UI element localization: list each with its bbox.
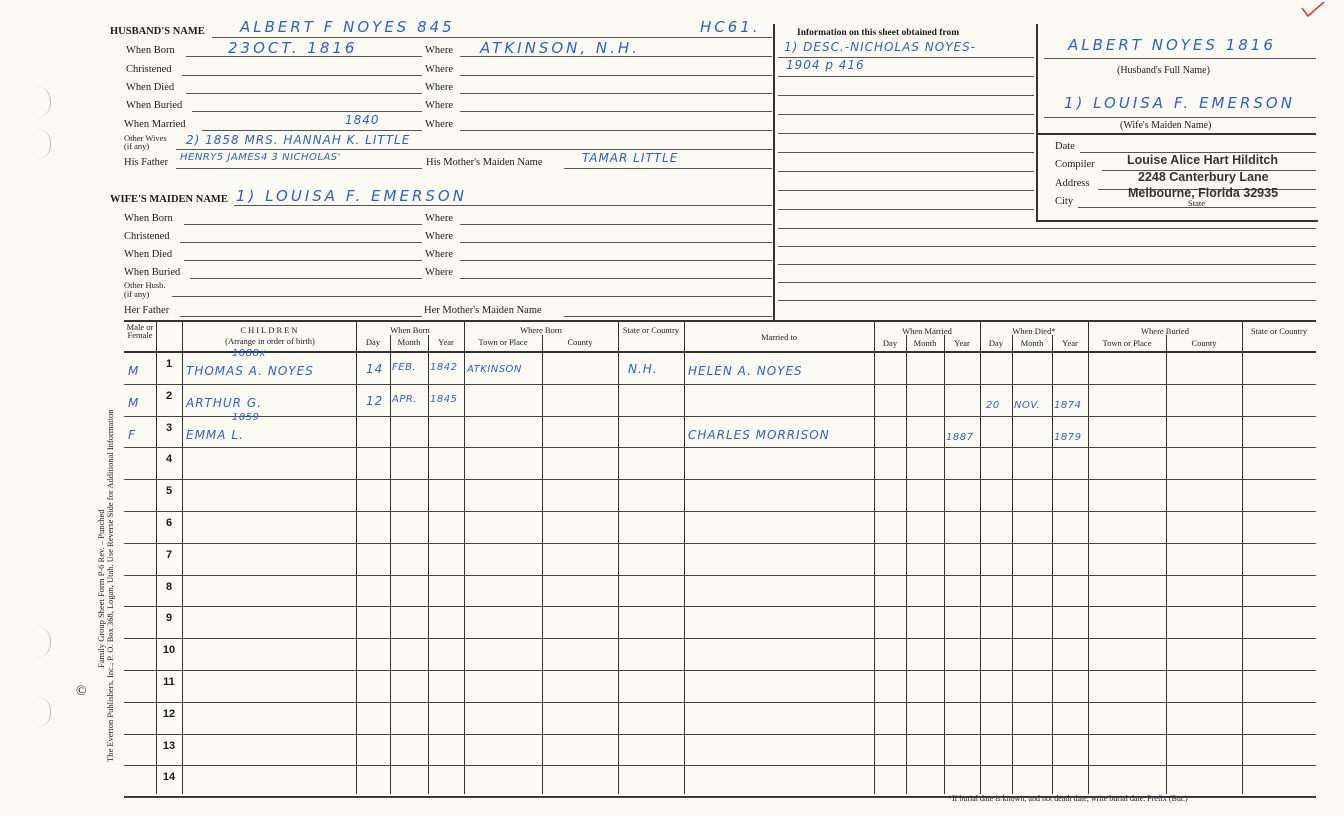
husband-father-value[interactable]: HENRY5 JAMES4 3 NICHOLAS' — [180, 152, 341, 163]
table-row[interactable] — [124, 479, 1316, 512]
husband-name-label: HUSBAND'S NAME — [110, 26, 205, 37]
child-born-year[interactable]: 1845 — [430, 393, 458, 405]
child-spouse[interactable]: HELEN A. NOYES — [688, 364, 803, 378]
husband-born-value[interactable]: 23OCT. 1816 — [228, 39, 358, 57]
compiler-city[interactable]: Melbourne, Florida 32935 — [1128, 186, 1279, 200]
child-name[interactable]: THOMAS A. NOYES — [186, 364, 314, 378]
row-number: 12 — [162, 707, 176, 720]
wife-buried-label: When Buried — [124, 267, 181, 278]
table-row[interactable] — [124, 765, 1316, 798]
row-number: 6 — [165, 517, 173, 529]
th-married-month: Month — [913, 338, 937, 348]
child-died-year[interactable]: 1879 — [1054, 431, 1082, 443]
wife-mother-label: Her Mother's Maiden Name — [424, 305, 542, 316]
table-row[interactable] — [124, 575, 1316, 608]
husband-born-label: When Born — [126, 45, 175, 56]
other-wives-sub: (if any) — [124, 141, 150, 151]
wife-died-label: When Died — [124, 249, 173, 260]
other-husb-label: Other Husb. — [124, 280, 166, 290]
row-number: 9 — [165, 612, 173, 625]
table-row[interactable] — [124, 384, 1316, 417]
th-born-month: Month — [397, 337, 421, 347]
child-born-town[interactable]: ATKINSON — [467, 364, 522, 375]
child-born-state[interactable]: N.H. — [628, 362, 658, 376]
punch-hole — [36, 626, 51, 658]
compiler-compiler-label: Compiler — [1055, 159, 1095, 170]
row-number: 5 — [165, 485, 173, 498]
husband-married-label: When Married — [124, 119, 186, 130]
husband-born-where-label: Where — [425, 45, 453, 56]
th-children-sub: (Arrange in order of birth) — [225, 336, 315, 346]
th-state: State or Country — [622, 325, 680, 335]
table-row[interactable] — [124, 606, 1316, 639]
th-where-buried: Where Buried — [1141, 326, 1189, 336]
husband-corner-note: HC61. — [700, 18, 761, 36]
th-buried-town: Town or Place — [1102, 338, 1152, 348]
child-died-year[interactable]: 1874 — [1054, 399, 1082, 411]
table-row[interactable] — [124, 447, 1316, 480]
other-husb-sub: (if any) — [124, 289, 150, 299]
child-died-month[interactable]: NOV. — [1014, 399, 1041, 411]
husband-name-value[interactable]: ALBERT F NOYES 845 — [240, 18, 455, 36]
child-born-month[interactable]: APR. — [392, 393, 417, 405]
punch-hole — [36, 128, 51, 160]
wife-born-where-label: Where — [425, 213, 453, 224]
wife-christened-where-label: Where — [425, 231, 453, 242]
child-died-day[interactable]: 20 — [986, 399, 1000, 411]
row-number: 4 — [165, 453, 173, 466]
compiler-city-label: City — [1055, 196, 1074, 207]
th-born-year: Year — [438, 337, 454, 347]
child-born-month[interactable]: FEB. — [392, 362, 417, 373]
th-when-born: When Born — [390, 325, 430, 335]
child-note[interactable]: 1859 — [232, 411, 260, 423]
husband-mother-value[interactable]: TAMAR LITTLE — [582, 151, 679, 165]
husband-married-value[interactable]: 1840 — [345, 113, 380, 127]
row-number: 14 — [162, 771, 176, 784]
punch-hole — [36, 86, 51, 118]
husband-father-label: His Father — [124, 157, 169, 168]
child-name[interactable]: ARTHUR G. — [186, 395, 262, 410]
th-died-year: Year — [1062, 338, 1078, 348]
th-when-died: When Died* — [1012, 326, 1056, 336]
th-children: CHILDREN — [240, 325, 300, 335]
husband-married-where-label: Where — [425, 119, 453, 130]
punch-hole — [36, 696, 51, 728]
child-born-day[interactable]: 14 — [366, 362, 384, 376]
child-note[interactable]: 1888x — [232, 348, 266, 359]
th-married-year: Year — [954, 338, 970, 348]
th-buried-county: County — [1191, 338, 1217, 348]
footnote: *If burial date is known, and not death date, write burial date. Prefix (Bur.) — [948, 794, 1188, 803]
child-sex[interactable]: M — [128, 395, 140, 410]
th-buried-state: State or Country — [1250, 326, 1308, 336]
th-when-married: When Married — [902, 326, 952, 336]
summary-wife-maiden-label: (Wife's Maiden Name) — [1120, 120, 1212, 131]
table-row[interactable] — [124, 638, 1316, 671]
child-spouse[interactable]: CHARLES MORRISON — [688, 427, 830, 442]
row-number: 3 — [165, 421, 173, 434]
summary-wife-maiden[interactable]: 1) LOUISA F. EMERSON — [1064, 94, 1295, 112]
husband-christened-where-label: Where — [425, 64, 453, 75]
husband-christened-label: Christened — [126, 64, 172, 75]
other-wives-label: Other Wives — [124, 133, 167, 143]
th-county: County — [567, 337, 593, 347]
row-number: 8 — [165, 580, 173, 593]
side-text-1: Family Group Sheet Form P-6 Rev. – Punched — [96, 509, 106, 668]
th-town: Town or Place — [478, 337, 528, 347]
child-born-year[interactable]: 1842 — [430, 362, 458, 373]
child-sex[interactable]: F — [128, 427, 136, 442]
th-married-to: Married to — [760, 332, 798, 342]
table-row[interactable] — [124, 543, 1316, 576]
compiler-state-label: State — [1188, 198, 1205, 208]
child-married-year[interactable]: 1887 — [946, 431, 974, 443]
source-line2[interactable]: 1904 p 416 — [786, 58, 865, 72]
copyright-icon: © — [76, 684, 87, 699]
wife-father-label: Her Father — [124, 305, 170, 316]
wife-name-label: WIFE'S MAIDEN NAME — [110, 194, 228, 205]
husband-buried-label: When Buried — [126, 100, 183, 111]
compiler-street[interactable]: 2248 Canterbury Lane — [1138, 170, 1269, 184]
compiler-date-label: Date — [1055, 141, 1075, 152]
summary-husband-full-label: (Husband's Full Name) — [1117, 65, 1210, 76]
table-row[interactable] — [124, 702, 1316, 735]
child-name[interactable]: EMMA L. — [186, 427, 244, 442]
child-sex[interactable]: M — [128, 364, 140, 378]
wife-name-value[interactable]: 1) LOUISA F. EMERSON — [236, 187, 467, 205]
th-where-born: Where Born — [520, 325, 562, 335]
row-number: 10 — [162, 644, 176, 657]
th-died-day: Day — [988, 338, 1004, 348]
table-row[interactable] — [124, 511, 1316, 544]
other-wives-value[interactable]: 2) 1858 MRS. HANNAH K. LITTLE — [186, 133, 411, 147]
th-sex: Male or Female — [126, 322, 154, 340]
wife-died-where-label: Where — [425, 249, 453, 260]
wife-born-label: When Born — [124, 213, 173, 224]
summary-husband-full[interactable]: ALBERT NOYES 1816 — [1068, 36, 1276, 54]
row-number: 1 — [165, 358, 173, 370]
row-number: 7 — [165, 548, 173, 561]
child-born-day[interactable]: 12 — [366, 393, 384, 408]
row-number: 13 — [162, 739, 176, 752]
husband-buried-where-label: Where — [425, 100, 453, 111]
th-married-day: Day — [882, 338, 898, 348]
compiler-name[interactable]: Louise Alice Hart Hilditch — [1127, 153, 1278, 167]
table-row[interactable] — [124, 734, 1316, 767]
husband-mother-label: His Mother's Maiden Name — [426, 157, 543, 168]
th-died-month: Month — [1020, 338, 1044, 348]
row-number: 11 — [163, 676, 175, 688]
side-text-2: The Everton Publishers, Inc., P. O. Box 368, Logan, Utah. Use Reverse Side for Additional Information — [105, 409, 115, 762]
th-born-day: Day — [365, 337, 381, 347]
source-label: Information on this sheet obtained from — [797, 28, 960, 38]
check-mark-icon — [1300, 2, 1328, 20]
source-line1[interactable]: 1) DESC.-NICHOLAS NOYES- — [784, 40, 977, 54]
table-row[interactable] — [124, 670, 1316, 703]
wife-christened-label: Christened — [124, 231, 170, 242]
wife-buried-where-label: Where — [425, 267, 453, 278]
husband-died-where-label: Where — [425, 82, 453, 93]
husband-born-where-value[interactable]: ATKINSON, N.H. — [480, 39, 640, 57]
husband-died-label: When Died — [126, 82, 175, 93]
compiler-address-label: Address — [1055, 178, 1090, 189]
row-number: 2 — [165, 389, 173, 402]
